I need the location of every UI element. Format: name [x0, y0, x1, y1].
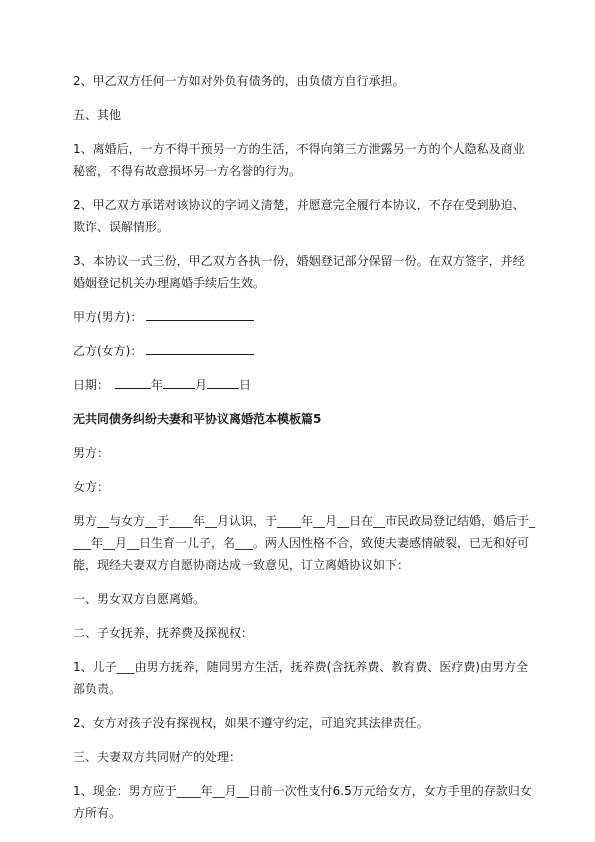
child-custody-heading: 二、子女抚养，抚养费及探视权： [73, 626, 254, 640]
date-day-blank[interactable] [207, 376, 239, 389]
divorce-clause: 一、男女双方自愿离婚。 [73, 592, 206, 606]
man-label: 男方： [73, 446, 110, 460]
template-5-title: 无共同债务纠纷夫妻和平协议离婚范本模板篇5 [73, 412, 322, 426]
property-heading: 三、夫妻双方共同财产的处理： [73, 750, 242, 764]
intro-paragraph: 男方__与女方__于____年__月认识，于____年__月__日在__市民政局登记结婚，婚后于____年__月__日生育一儿子，名___。两人因性格不合，致使夫妻感情破裂，已无和好可能，现经夫妻双方自愿协商达成一致意见，订立离婚协议如下： [73, 514, 536, 572]
signature-party-b-line[interactable] [146, 342, 254, 355]
signature-party-a-label: 甲方(男方)： [73, 310, 143, 324]
signature-party-b-label: 乙方(女方)： [73, 344, 143, 358]
commitment-clause: 2、甲乙双方承诺对该协议的字词义清楚，并愿意完全履行本协议，不存在受到胁迫、欺诈、误解情形。 [73, 198, 525, 234]
date-month-blank[interactable] [163, 376, 195, 389]
debt-clause: 2、甲乙双方任何一方如对外负有债务的，由负债方自行承担。 [73, 74, 405, 88]
date-label: 日期： [73, 378, 110, 392]
signature-party-a-line[interactable] [146, 308, 254, 321]
date-day-label: 日 [239, 378, 252, 392]
date-month-label: 月 [195, 378, 208, 392]
date-year-label: 年 [151, 378, 164, 392]
woman-label: 女方： [73, 480, 110, 494]
copies-clause: 3、本协议一式三份，甲乙双方各执一份，婚姻登记部分保留一份。在双方签字，并经婚姻登记机关办理离婚手续后生效。 [73, 254, 525, 290]
signature-party-a [73, 306, 535, 328]
date-line [73, 374, 535, 396]
visitation-clause: 2、女方对孩子没有探视权，如果不遵守约定，可追究其法律责任。 [73, 716, 429, 730]
cash-clause: 1、现金：男方应于____年__月__日前一次性支付6.5万元给女方，女方手里的存款归女方所有。 [73, 784, 532, 820]
child-support-clause: 1、儿子___由男方抚养，随同男方生活，抚养费(含抚养费、教育费、医疗费)由男方全部负责。 [73, 660, 529, 696]
privacy-clause: 1、离婚后，一方不得干预另一方的生活，不得向第三方泄露另一方的个人隐私及商业秘密，不得有故意损坏另一方名誉的行为。 [73, 142, 525, 178]
section-five-heading: 五、其他 [73, 108, 122, 122]
date-year-blank[interactable] [115, 376, 151, 389]
signature-party-b [73, 340, 535, 362]
